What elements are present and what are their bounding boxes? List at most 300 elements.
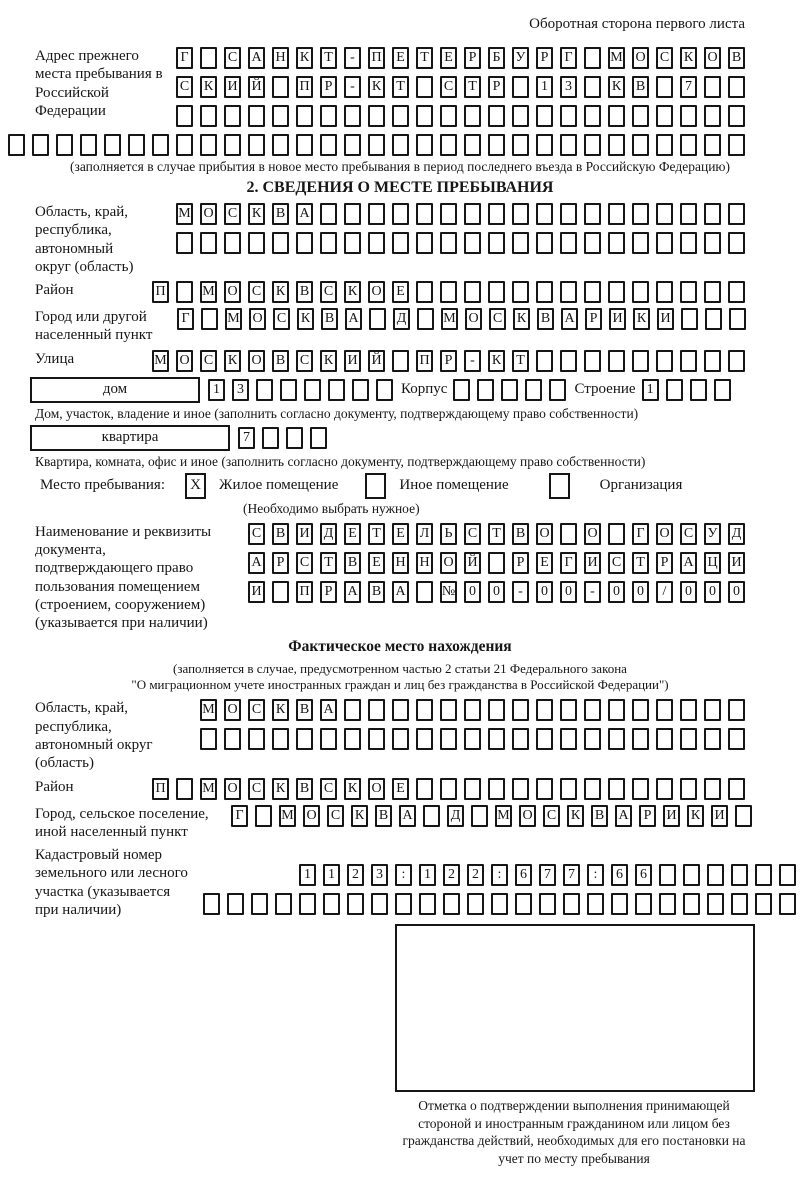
char-cell[interactable]: М — [225, 308, 242, 330]
char-cell[interactable] — [464, 203, 481, 225]
char-cell[interactable]: М — [441, 308, 458, 330]
char-cell[interactable]: К — [296, 47, 313, 69]
char-cell[interactable] — [587, 893, 604, 915]
char-cell[interactable] — [280, 379, 297, 401]
char-cell[interactable]: О — [368, 778, 385, 800]
char-cell[interactable] — [417, 308, 434, 330]
char-cell[interactable] — [464, 232, 481, 254]
char-cell[interactable]: М — [200, 281, 217, 303]
char-cell[interactable] — [200, 105, 217, 127]
char-cell[interactable] — [584, 350, 601, 372]
char-cell[interactable] — [203, 893, 220, 915]
char-cell[interactable] — [320, 203, 337, 225]
char-cell[interactable] — [176, 105, 193, 127]
char-cell[interactable]: С — [327, 805, 344, 827]
char-cell[interactable] — [477, 379, 494, 401]
char-cell[interactable] — [464, 105, 481, 127]
char-cell[interactable] — [464, 778, 481, 800]
char-cell[interactable]: П — [368, 47, 385, 69]
char-cell[interactable] — [584, 47, 601, 69]
char-cell[interactable] — [728, 203, 745, 225]
char-cell[interactable]: С — [680, 523, 697, 545]
char-cell[interactable] — [632, 203, 649, 225]
char-cell[interactable]: Г — [231, 805, 248, 827]
char-cell[interactable]: - — [584, 581, 601, 603]
char-cell[interactable]: 6 — [515, 864, 532, 886]
char-cell[interactable]: К — [272, 699, 289, 721]
char-cell[interactable] — [80, 134, 97, 156]
char-cell[interactable] — [512, 699, 529, 721]
char-cell[interactable] — [656, 350, 673, 372]
char-cell[interactable]: Т — [320, 47, 337, 69]
char-cell[interactable]: О — [519, 805, 536, 827]
char-cell[interactable] — [416, 581, 433, 603]
char-cell[interactable]: : — [587, 864, 604, 886]
char-cell[interactable] — [416, 232, 433, 254]
char-cell[interactable]: В — [512, 523, 529, 545]
char-cell[interactable] — [512, 728, 529, 750]
char-cell[interactable] — [560, 281, 577, 303]
char-cell[interactable]: А — [561, 308, 578, 330]
char-cell[interactable]: 0 — [632, 581, 649, 603]
char-cell[interactable] — [584, 76, 601, 98]
char-cell[interactable] — [608, 699, 625, 721]
char-cell[interactable] — [224, 134, 241, 156]
char-cell[interactable]: О — [440, 552, 457, 574]
char-cell[interactable] — [731, 893, 748, 915]
char-cell[interactable]: Е — [368, 552, 385, 574]
char-cell[interactable] — [255, 805, 272, 827]
char-cell[interactable]: О — [224, 281, 241, 303]
char-cell[interactable]: 0 — [704, 581, 721, 603]
char-cell[interactable]: / — [656, 581, 673, 603]
char-cell[interactable] — [371, 893, 388, 915]
char-cell[interactable] — [704, 76, 721, 98]
char-cell[interactable] — [681, 308, 698, 330]
char-cell[interactable] — [680, 203, 697, 225]
char-cell[interactable] — [680, 728, 697, 750]
char-cell[interactable] — [488, 281, 505, 303]
char-cell[interactable]: С — [543, 805, 560, 827]
char-cell[interactable]: О — [224, 778, 241, 800]
char-cell[interactable]: А — [320, 699, 337, 721]
char-cell[interactable] — [512, 76, 529, 98]
char-cell[interactable]: О — [368, 281, 385, 303]
char-cell[interactable]: 0 — [608, 581, 625, 603]
char-cell[interactable]: О — [224, 699, 241, 721]
char-cell[interactable] — [464, 699, 481, 721]
char-cell[interactable]: 6 — [611, 864, 628, 886]
char-cell[interactable] — [224, 728, 241, 750]
char-cell[interactable] — [536, 134, 553, 156]
char-cell[interactable]: Г — [632, 523, 649, 545]
char-cell[interactable]: А — [392, 581, 409, 603]
char-cell[interactable] — [464, 281, 481, 303]
char-cell[interactable] — [488, 105, 505, 127]
char-cell[interactable] — [656, 699, 673, 721]
char-cell[interactable] — [584, 778, 601, 800]
char-cell[interactable] — [8, 134, 25, 156]
char-cell[interactable]: К — [687, 805, 704, 827]
char-cell[interactable]: М — [200, 699, 217, 721]
char-cell[interactable]: А — [399, 805, 416, 827]
char-cell[interactable]: Р — [320, 581, 337, 603]
char-cell[interactable] — [56, 134, 73, 156]
char-cell[interactable] — [728, 105, 745, 127]
char-cell[interactable] — [416, 281, 433, 303]
char-cell[interactable] — [296, 232, 313, 254]
char-cell[interactable] — [440, 105, 457, 127]
char-cell[interactable] — [512, 281, 529, 303]
char-cell[interactable] — [176, 134, 193, 156]
char-cell[interactable] — [704, 232, 721, 254]
char-cell[interactable]: Т — [320, 552, 337, 574]
char-cell[interactable] — [323, 893, 340, 915]
char-cell[interactable] — [200, 134, 217, 156]
char-cell[interactable] — [729, 308, 746, 330]
char-cell[interactable] — [296, 728, 313, 750]
checkbox-organizatsiya[interactable] — [549, 473, 570, 499]
char-cell[interactable]: 6 — [635, 864, 652, 886]
char-cell[interactable]: А — [344, 581, 361, 603]
char-cell[interactable] — [536, 281, 553, 303]
char-cell[interactable]: У — [704, 523, 721, 545]
char-cell[interactable] — [656, 778, 673, 800]
char-cell[interactable]: 2 — [467, 864, 484, 886]
char-cell[interactable] — [512, 134, 529, 156]
char-cell[interactable]: 0 — [560, 581, 577, 603]
char-cell[interactable] — [632, 778, 649, 800]
char-cell[interactable] — [464, 728, 481, 750]
char-cell[interactable]: С — [296, 350, 313, 372]
char-cell[interactable] — [368, 134, 385, 156]
char-cell[interactable] — [176, 281, 193, 303]
char-cell[interactable]: С — [200, 350, 217, 372]
char-cell[interactable]: Е — [536, 552, 553, 574]
char-cell[interactable]: 3 — [560, 76, 577, 98]
char-cell[interactable]: Т — [464, 76, 481, 98]
char-cell[interactable] — [779, 864, 796, 886]
char-cell[interactable]: М — [176, 203, 193, 225]
char-cell[interactable]: О — [584, 523, 601, 545]
char-cell[interactable] — [704, 105, 721, 127]
char-cell[interactable]: А — [296, 203, 313, 225]
char-cell[interactable]: К — [488, 350, 505, 372]
char-cell[interactable]: С — [224, 203, 241, 225]
checkbox-zhiloe[interactable]: X — [185, 473, 206, 499]
char-cell[interactable] — [251, 893, 268, 915]
char-cell[interactable] — [286, 427, 303, 449]
char-cell[interactable] — [344, 134, 361, 156]
char-cell[interactable] — [584, 281, 601, 303]
char-cell[interactable]: С — [248, 778, 265, 800]
char-cell[interactable]: С — [248, 523, 265, 545]
char-cell[interactable]: 7 — [539, 864, 556, 886]
char-cell[interactable] — [656, 105, 673, 127]
char-cell[interactable] — [272, 105, 289, 127]
char-cell[interactable] — [632, 281, 649, 303]
char-cell[interactable]: Р — [488, 76, 505, 98]
char-cell[interactable]: Р — [536, 47, 553, 69]
char-cell[interactable]: Н — [416, 552, 433, 574]
char-cell[interactable] — [320, 134, 337, 156]
char-cell[interactable]: И — [296, 523, 313, 545]
char-cell[interactable]: И — [344, 350, 361, 372]
char-cell[interactable] — [563, 893, 580, 915]
char-cell[interactable]: Р — [585, 308, 602, 330]
char-cell[interactable]: А — [680, 552, 697, 574]
char-cell[interactable]: Т — [488, 523, 505, 545]
char-cell[interactable] — [560, 134, 577, 156]
char-cell[interactable] — [200, 232, 217, 254]
char-cell[interactable] — [728, 778, 745, 800]
char-cell[interactable]: Д — [728, 523, 745, 545]
char-cell[interactable]: Е — [392, 778, 409, 800]
char-cell[interactable]: Й — [464, 552, 481, 574]
char-cell[interactable]: И — [728, 552, 745, 574]
char-cell[interactable] — [704, 350, 721, 372]
char-cell[interactable] — [352, 379, 369, 401]
char-cell[interactable] — [152, 134, 169, 156]
char-cell[interactable]: В — [632, 76, 649, 98]
char-cell[interactable]: В — [272, 203, 289, 225]
char-cell[interactable] — [368, 203, 385, 225]
char-cell[interactable] — [464, 134, 481, 156]
char-cell[interactable]: О — [248, 350, 265, 372]
char-cell[interactable]: Л — [416, 523, 433, 545]
char-cell[interactable] — [560, 523, 577, 545]
char-cell[interactable]: - — [512, 581, 529, 603]
char-cell[interactable] — [248, 105, 265, 127]
char-cell[interactable] — [310, 427, 327, 449]
char-cell[interactable] — [608, 203, 625, 225]
char-cell[interactable] — [416, 105, 433, 127]
char-cell[interactable]: В — [321, 308, 338, 330]
char-cell[interactable] — [248, 232, 265, 254]
char-cell[interactable] — [416, 728, 433, 750]
char-cell[interactable]: Т — [416, 47, 433, 69]
char-cell[interactable] — [376, 379, 393, 401]
char-cell[interactable]: О — [200, 203, 217, 225]
char-cell[interactable]: К — [513, 308, 530, 330]
char-cell[interactable] — [440, 134, 457, 156]
char-cell[interactable]: - — [344, 47, 361, 69]
char-cell[interactable] — [680, 232, 697, 254]
char-cell[interactable] — [248, 728, 265, 750]
char-cell[interactable]: К — [351, 805, 368, 827]
char-cell[interactable] — [416, 778, 433, 800]
char-cell[interactable]: И — [609, 308, 626, 330]
char-cell[interactable] — [344, 699, 361, 721]
char-cell[interactable]: У — [512, 47, 529, 69]
char-cell[interactable] — [549, 379, 566, 401]
char-cell[interactable] — [539, 893, 556, 915]
char-cell[interactable] — [608, 232, 625, 254]
char-cell[interactable] — [632, 699, 649, 721]
char-cell[interactable] — [728, 699, 745, 721]
char-cell[interactable]: В — [272, 350, 289, 372]
char-cell[interactable]: М — [608, 47, 625, 69]
char-cell[interactable]: С — [489, 308, 506, 330]
char-cell[interactable] — [560, 778, 577, 800]
char-cell[interactable]: С — [440, 76, 457, 98]
char-cell[interactable] — [272, 76, 289, 98]
char-cell[interactable]: 1 — [642, 379, 659, 401]
char-cell[interactable]: О — [465, 308, 482, 330]
char-cell[interactable] — [704, 281, 721, 303]
char-cell[interactable] — [584, 699, 601, 721]
char-cell[interactable] — [488, 203, 505, 225]
char-cell[interactable] — [704, 699, 721, 721]
char-cell[interactable] — [584, 203, 601, 225]
char-cell[interactable]: П — [296, 581, 313, 603]
char-cell[interactable] — [656, 76, 673, 98]
char-cell[interactable]: 1 — [536, 76, 553, 98]
char-cell[interactable] — [560, 203, 577, 225]
char-cell[interactable] — [200, 47, 217, 69]
char-cell[interactable]: С — [224, 47, 241, 69]
char-cell[interactable]: С — [464, 523, 481, 545]
char-cell[interactable]: К — [320, 350, 337, 372]
char-cell[interactable] — [467, 893, 484, 915]
char-cell[interactable]: С — [320, 281, 337, 303]
char-cell[interactable] — [656, 203, 673, 225]
char-cell[interactable] — [488, 232, 505, 254]
char-cell[interactable]: Р — [320, 76, 337, 98]
char-cell[interactable] — [440, 203, 457, 225]
char-cell[interactable] — [488, 699, 505, 721]
char-cell[interactable] — [680, 281, 697, 303]
char-cell[interactable]: 0 — [536, 581, 553, 603]
char-cell[interactable]: П — [416, 350, 433, 372]
char-cell[interactable] — [584, 134, 601, 156]
char-cell[interactable] — [392, 232, 409, 254]
char-cell[interactable]: 0 — [488, 581, 505, 603]
char-cell[interactable] — [683, 893, 700, 915]
char-cell[interactable] — [779, 893, 796, 915]
char-cell[interactable] — [680, 778, 697, 800]
char-cell[interactable] — [272, 232, 289, 254]
char-cell[interactable]: Е — [344, 523, 361, 545]
char-cell[interactable] — [416, 134, 433, 156]
char-cell[interactable] — [128, 134, 145, 156]
char-cell[interactable]: 2 — [347, 864, 364, 886]
char-cell[interactable] — [32, 134, 49, 156]
char-cell[interactable] — [635, 893, 652, 915]
char-cell[interactable] — [707, 893, 724, 915]
char-cell[interactable] — [368, 728, 385, 750]
checkbox-inoe[interactable] — [365, 473, 386, 499]
char-cell[interactable] — [440, 699, 457, 721]
char-cell[interactable] — [275, 893, 292, 915]
char-cell[interactable]: Р — [464, 47, 481, 69]
char-cell[interactable] — [728, 350, 745, 372]
char-cell[interactable] — [611, 893, 628, 915]
char-cell[interactable] — [419, 893, 436, 915]
char-cell[interactable]: Н — [272, 47, 289, 69]
char-cell[interactable]: Р — [656, 552, 673, 574]
char-cell[interactable]: О — [303, 805, 320, 827]
char-cell[interactable] — [525, 379, 542, 401]
char-cell[interactable] — [488, 778, 505, 800]
char-cell[interactable]: К — [344, 281, 361, 303]
char-cell[interactable]: С — [273, 308, 290, 330]
char-cell[interactable]: Й — [368, 350, 385, 372]
char-cell[interactable] — [728, 134, 745, 156]
char-cell[interactable] — [416, 203, 433, 225]
char-cell[interactable] — [440, 281, 457, 303]
char-cell[interactable]: № — [440, 581, 457, 603]
char-cell[interactable] — [392, 134, 409, 156]
char-cell[interactable]: Г — [177, 308, 194, 330]
char-cell[interactable] — [392, 728, 409, 750]
char-cell[interactable] — [368, 232, 385, 254]
char-cell[interactable]: И — [657, 308, 674, 330]
char-cell[interactable]: К — [272, 778, 289, 800]
char-cell[interactable] — [632, 134, 649, 156]
char-cell[interactable] — [416, 76, 433, 98]
char-cell[interactable]: К — [248, 203, 265, 225]
char-cell[interactable]: О — [176, 350, 193, 372]
char-cell[interactable] — [392, 699, 409, 721]
char-cell[interactable] — [416, 699, 433, 721]
char-cell[interactable] — [680, 350, 697, 372]
char-cell[interactable] — [176, 778, 193, 800]
char-cell[interactable] — [272, 581, 289, 603]
char-cell[interactable] — [666, 379, 683, 401]
char-cell[interactable]: Е — [392, 523, 409, 545]
char-cell[interactable] — [453, 379, 470, 401]
char-cell[interactable] — [272, 134, 289, 156]
char-cell[interactable] — [714, 379, 731, 401]
char-cell[interactable]: Д — [447, 805, 464, 827]
char-cell[interactable]: С — [248, 281, 265, 303]
char-cell[interactable] — [632, 105, 649, 127]
char-cell[interactable] — [344, 105, 361, 127]
char-cell[interactable]: Е — [440, 47, 457, 69]
char-cell[interactable]: 0 — [680, 581, 697, 603]
char-cell[interactable] — [705, 308, 722, 330]
char-cell[interactable]: К — [567, 805, 584, 827]
char-cell[interactable]: С — [296, 552, 313, 574]
char-cell[interactable]: С — [320, 778, 337, 800]
char-cell[interactable] — [227, 893, 244, 915]
char-cell[interactable]: А — [248, 47, 265, 69]
char-cell[interactable]: О — [704, 47, 721, 69]
char-cell[interactable]: : — [395, 864, 412, 886]
char-cell[interactable] — [296, 105, 313, 127]
char-cell[interactable] — [680, 134, 697, 156]
char-cell[interactable] — [344, 232, 361, 254]
char-cell[interactable] — [488, 134, 505, 156]
char-cell[interactable]: И — [663, 805, 680, 827]
char-cell[interactable] — [256, 379, 273, 401]
char-cell[interactable] — [584, 232, 601, 254]
char-cell[interactable]: М — [200, 778, 217, 800]
char-cell[interactable]: Д — [393, 308, 410, 330]
char-cell[interactable]: Г — [176, 47, 193, 69]
char-cell[interactable]: 1 — [419, 864, 436, 886]
char-cell[interactable]: Г — [560, 47, 577, 69]
char-cell[interactable] — [536, 728, 553, 750]
char-cell[interactable]: 0 — [464, 581, 481, 603]
char-cell[interactable] — [728, 728, 745, 750]
char-cell[interactable]: И — [248, 581, 265, 603]
char-cell[interactable] — [272, 728, 289, 750]
char-cell[interactable]: К — [297, 308, 314, 330]
char-cell[interactable]: О — [249, 308, 266, 330]
char-cell[interactable]: 7 — [680, 76, 697, 98]
